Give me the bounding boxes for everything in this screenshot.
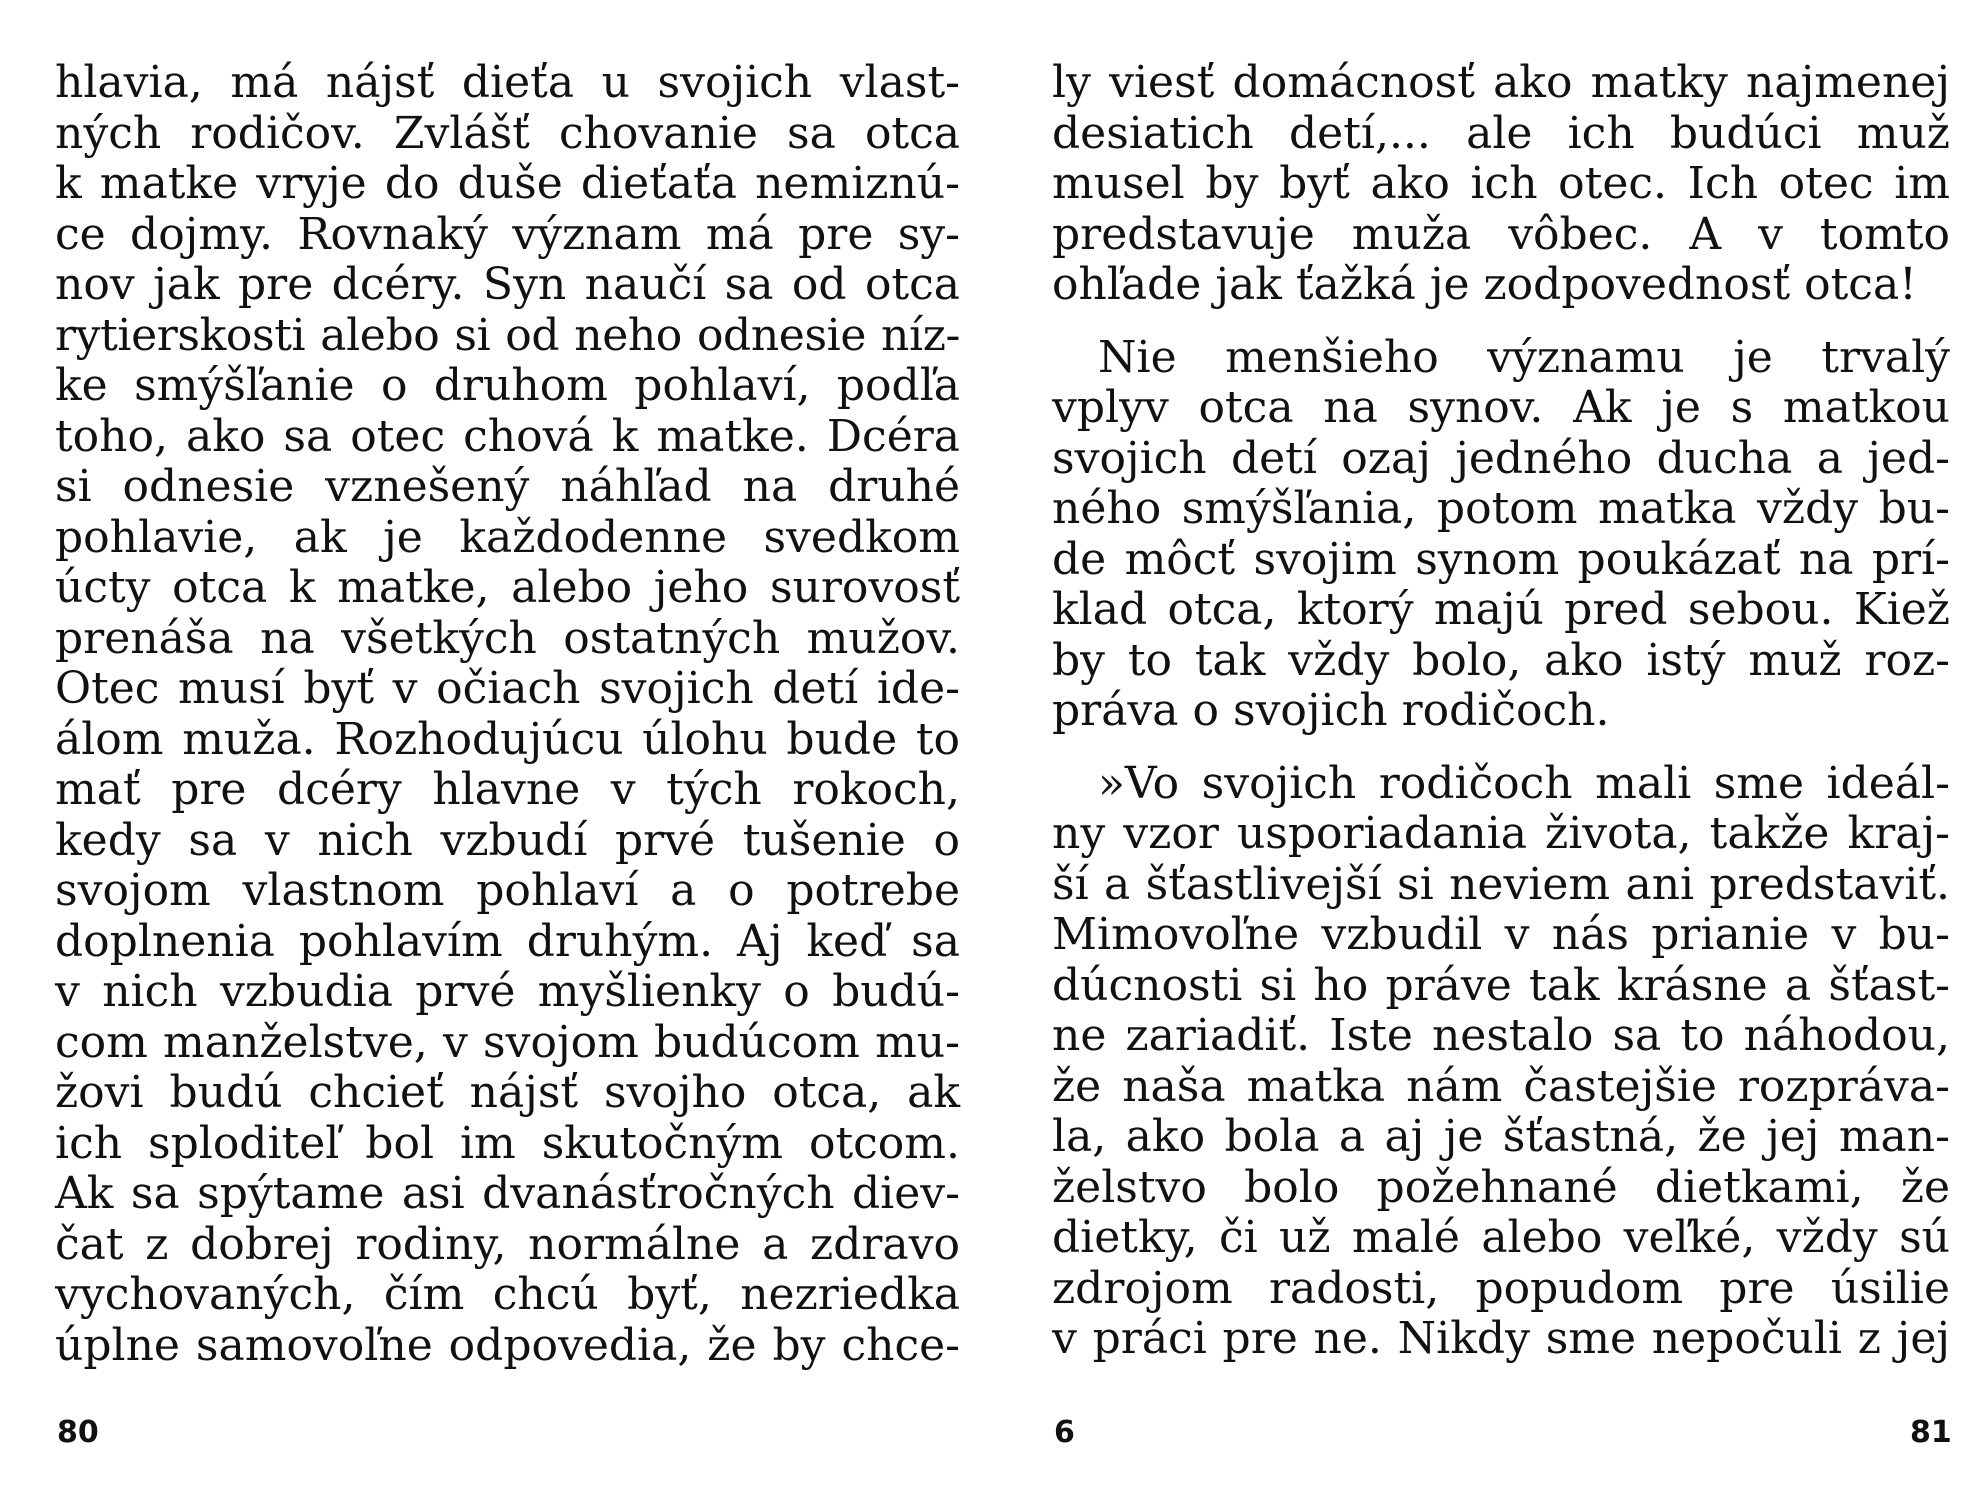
text-line: de môcť svojim synom poukázať na prí- (1052, 533, 1950, 585)
signature-mark: 6 (1054, 1415, 1075, 1450)
text-line: com manželstve, v svojom budúcom mu- (55, 1016, 960, 1068)
text-line: nov jak pre dcéry. Syn naučí sa od otca (55, 259, 960, 310)
text-line: práva o svojich rodičoch. (1052, 685, 1610, 736)
text-line: k matke vryje do duše dieťaťa nemiznú- (55, 158, 960, 209)
text-line: ne zariadiť. Iste nestalo sa to náhodou, (1052, 1010, 1950, 1061)
left-page-number: 80 (57, 1415, 99, 1450)
text-line: mať pre dcéry hlavne v tých rokoch, (55, 764, 960, 815)
text-line: prenáša na všetkých ostatných mužov. (55, 612, 960, 664)
text-line: klad otca, ktorý majú pred sebou. Kiež (1052, 584, 1950, 635)
text-line: »Vo svojich rodičoch mali sme ideál- (1098, 757, 1950, 809)
right-page-number: 81 (1910, 1415, 1952, 1450)
text-line: Mimovoľne vzbudil v nás prianie v bu- (1052, 909, 1950, 960)
text-line: doplnenia pohlavím druhým. Aj keď sa (55, 915, 960, 967)
text-line: úcty otca k matke, alebo jeho surovosť (55, 562, 960, 613)
text-line: Ak sa spýtame asi dvanásťročných diev- (55, 1168, 960, 1219)
left-page (55, 58, 960, 1371)
text-line: álom muža. Rozhodujúcu úlohu bude to (55, 713, 960, 765)
left-page-text (55, 58, 960, 1371)
text-line: kedy sa v nich vzbudí prvé tušenie o (55, 814, 960, 866)
text-line: vplyv otca na synov. Ak je s matkou (1052, 382, 1950, 433)
text-line: by to tak vždy bolo, ako istý muž roz- (1052, 634, 1950, 686)
text-line: predstavuje muža vôbec. A v tomto (1052, 208, 1950, 260)
text-line: desiatich detí,... ale ich budúci muž (1052, 107, 1950, 159)
text-line: ly viesť domácnosť ako matky najmenej (1052, 57, 1950, 108)
text-line: ohľade jak ťažká je zodpovednosť otca! (1052, 259, 1917, 310)
text-line: úplne samovoľne odpovedia, že by chce- (55, 1319, 960, 1371)
text-line: ného smýšľania, potom matka vždy bu- (1052, 483, 1950, 534)
text-line: pohlavie, ak je každodenne svedkom (55, 511, 960, 563)
text-line: dúcnosti si ho práve tak krásne a šťast- (1052, 959, 1950, 1011)
text-line: že naša matka nám častejšie rozpráva- (1052, 1060, 1950, 1112)
paragraph-influence-on-sons (1052, 333, 1950, 737)
text-line: ce dojmy. Rovnaký význam má pre sy- (55, 208, 960, 260)
text-line: svojom vlastnom pohlaví a o potrebe (55, 865, 960, 916)
text-line: ší a šťastlivejší si neviem ani predstaviť. (1052, 858, 1950, 910)
text-line: Nie menšieho významu je trvalý (1098, 331, 1950, 383)
text-line: vychovaných, čím chcú byť, nezriedka (55, 1269, 960, 1320)
paragraph-continuation (1052, 58, 1950, 311)
text-line: si odnesie vznešený náhľad na druhé (55, 461, 960, 512)
right-page (1052, 58, 1950, 1365)
text-line: v práci pre ne. Nikdy sme nepočuli z jej (1052, 1313, 1950, 1364)
text-line: ny vzor usporiadania života, takže kraj- (1052, 808, 1950, 859)
text-line: v nich vzbudia prvé myšlienky o budú- (55, 966, 960, 1017)
text-line: čat z dobrej rodiny, normálne a zdravo (55, 1218, 960, 1270)
text-line: toho, ako sa otec chová k matke. Dcéra (55, 410, 960, 462)
text-line: hlavia, má nájsť dieťa u svojich vlast- (55, 57, 960, 108)
text-line: žovi budú chcieť nájsť svojho otca, ak (55, 1067, 960, 1118)
text-line: dietky, či už malé alebo veľké, vždy sú (1052, 1212, 1950, 1263)
text-line: la, ako bola a aj je šťastná, že jej man- (1052, 1111, 1950, 1162)
text-line: zdrojom radosti, popudom pre úsilie (1052, 1262, 1950, 1314)
text-line: ke smýšľanie o druhom pohlaví, podľa (55, 360, 960, 411)
text-line: svojich detí ozaj jedného ducha a jed- (1052, 432, 1950, 484)
text-line: rytierskosti alebo si od neho odnesie níz- (55, 309, 960, 361)
paragraph-quotation (1052, 759, 1950, 1365)
text-line: Otec musí byť v očiach svojich detí ide- (55, 663, 960, 714)
text-line: ných rodičov. Zvlášť chovanie sa otca (55, 107, 960, 159)
text-line: musel by byť ako ich otec. Ich otec im (1052, 158, 1950, 209)
text-line: ich sploditeľ bol im skutočným otcom. (55, 1117, 960, 1169)
text-line: želstvo bolo požehnané dietkami, že (1052, 1161, 1950, 1213)
